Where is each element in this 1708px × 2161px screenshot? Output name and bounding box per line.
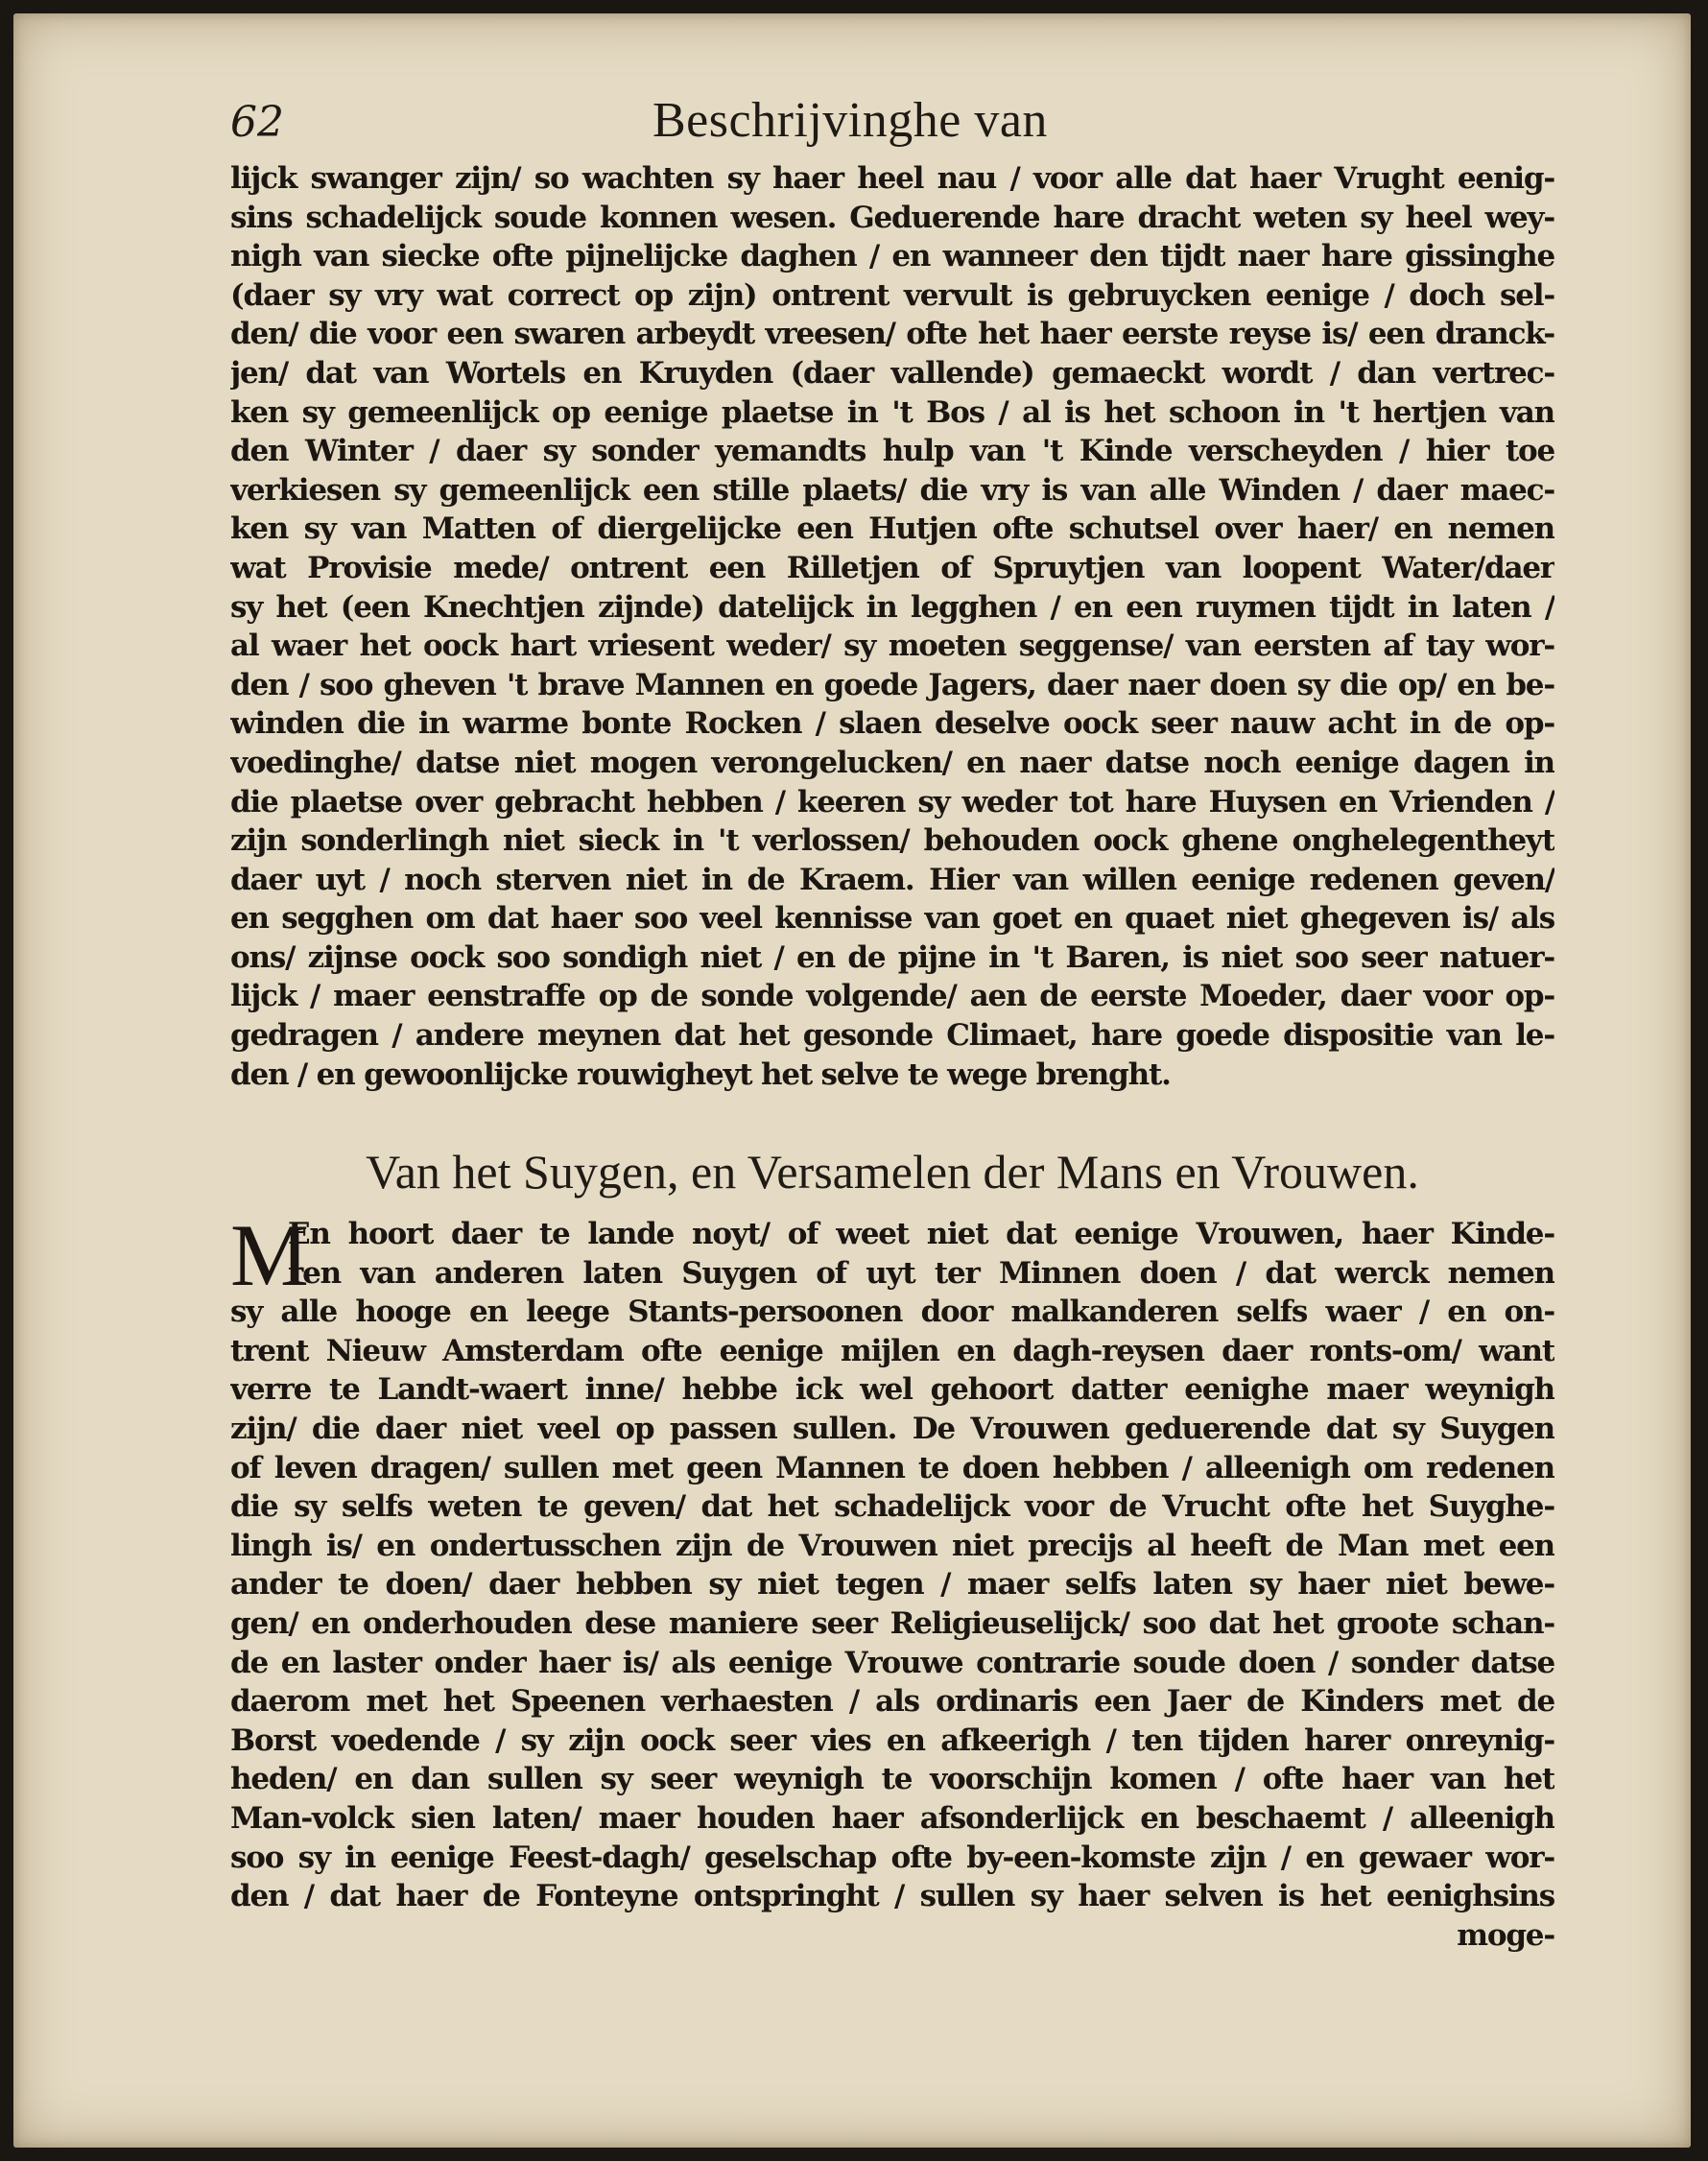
text-line: winden die in warme bonte Rocken / slaen deselve oock seer nauw acht in de op- [230, 706, 1554, 742]
text-line: daerom met het Speenen verhaesten / als ordinaris een Jaer de Kinders met de [230, 1684, 1554, 1720]
text-line: of leven dragen/ sullen met geen Mannen te doen hebben / alleenigh om redenen [230, 1450, 1554, 1485]
text-line: voedinghe/ datse niet mogen verongelucken/ en naer datse noch eenige dagen in [230, 745, 1554, 780]
text-line: ken sy gemeenlijck op eenige plaetse in 't Bos / al is het schoon in 't hertjen van [230, 394, 1554, 430]
text-line: ons/ zijnse oock soo sondigh niet / en de pijne in 't Baren, is niet soo seer natuer- [230, 939, 1554, 975]
section-heading: Van het Suygen, en Versamelen der Mans en Vrouwen. [366, 1145, 1419, 1199]
text-line: die sy selfs weten te geven/ dat het schadelijck voor de Vrucht ofte het Suyghe- [230, 1489, 1554, 1525]
text-line: heden/ en dan sullen sy seer weynigh te voorschijn komen / ofte haer van het [230, 1762, 1554, 1797]
text-line: Borst voedende / sy zijn oock seer vies en afkeerigh / ten tijden harer onreynig- [230, 1722, 1554, 1758]
text-line: en segghen om dat haer soo veel kennisse van goet en quaet niet ghegeven is/ als [230, 901, 1554, 937]
text-line: nigh van siecke ofte pijnelijcke daghen / en wanneer den tijdt naer hare gissinghe [230, 239, 1554, 274]
text-line: Man-volck sien laten/ maer houden haer afsonderlijck en beschaemt / alleenigh [230, 1800, 1554, 1836]
text-line: daer uyt / noch sterven niet in de Kraem. Hier van willen eenige redenen geven/ [230, 862, 1554, 897]
text-line: ander te doen/ daer hebben sy niet tegen / maer selfs laten sy haer niet bewe- [230, 1567, 1554, 1603]
text-line: zijn/ die daer niet veel op passen sullen. De Vrouwen geduerende dat sy Suygen [230, 1411, 1554, 1446]
text-line: zijn sonderlingh niet sieck in 't verlossen/ behouden oock ghene onghelegentheyt [230, 823, 1554, 859]
text-line: al waer het oock hart vriesent weder/ sy moeten seggense/ van eersten af tay wor- [230, 629, 1554, 664]
text-line: den / dat haer de Fonteyne ontspringht / sullen sy haer selven is het eenighsins [230, 1879, 1554, 1914]
text-line: lijck / maer eenstraffe op de sonde volgende/ aen de eerste Moeder, daer voor op- [230, 979, 1554, 1014]
text-line: ken sy van Matten of diergelijcke een Hutjen ofte schutsel over haer/ en nemen [230, 511, 1554, 547]
text-line: den Winter / daer sy sonder yemandts hulp van 't Kinde verscheyden / hier toe [230, 434, 1554, 469]
text-line: den/ die voor een swaren arbeydt vreesen/ ofte het haer eerste reyse is/ een dranck- [230, 317, 1554, 352]
text-line: soo sy in eenige Feest-dagh/ geselschap ofte by-een-komste zijn / en gewaer wor- [230, 1840, 1554, 1875]
text-line: sy het (een Knechtjen zijnde) datelijck in legghen / en een ruymen tijdt in laten / [230, 589, 1554, 625]
text-line: En hoort daer te lande noyt/ of weet niet dat eenige Vrouwen, haer Kinde- [288, 1217, 1554, 1251]
text-line: (daer sy vry wat correct op zijn) ontrent vervult is gebruycken eenige / doch sel- [230, 277, 1554, 313]
catchword: moge- [1457, 1917, 1554, 1953]
text-line: verre te Landt-waert inne/ hebbe ick wel gehoort datter eenighe maer weynigh [230, 1372, 1554, 1408]
text-line: lingh is/ en ondertusschen zijn de Vrouwen niet precijs al heeft de Man met een [230, 1528, 1554, 1563]
text-line: lijck swanger zijn/ so wachten sy haer heel nau / voor alle dat haer Vrught eenig- [230, 161, 1554, 196]
page-number: 62 [230, 98, 284, 147]
text-line: gedragen / andere meynen dat het gesonde Climaet, hare goede dispositie van le- [230, 1018, 1554, 1054]
page-header [230, 92, 1574, 159]
text-line: den / en gewoonlijcke rouwigheyt het selve te wege brenght. [230, 1057, 1171, 1092]
text-line: sins schadelijck soude konnen wesen. Geduerende hare dracht weten sy heel wey- [230, 200, 1554, 235]
body-text-block-1 [230, 159, 1554, 1094]
text-line: den / soo gheven 't brave Mannen en goede Jagers, daer naer doen sy die op/ en be- [230, 667, 1554, 702]
text-line: de en laster onder haer is/ als eenige Vrouwe contrarie soude doen / sonder datse [230, 1645, 1554, 1680]
text-line: gen/ en onderhouden dese maniere seer Religieuselijck/ soo dat het groote schan- [230, 1605, 1554, 1641]
drop-cap: M [230, 1206, 309, 1304]
text-line: wat Provisie mede/ ontrent een Rilletjen of Spruytjen van loopent Water/daer [230, 550, 1554, 585]
text-line: jen/ dat van Wortels en Kruyden (daer vallende) gemaeckt wordt / dan vertrec- [230, 355, 1554, 391]
body-text-block-2 [230, 1215, 1554, 1955]
text-line: verkiesen sy gemeenlijck een stille plaets/ die vry is van alle Winden / daer maec- [230, 472, 1554, 508]
text-line: trent Nieuw Amsterdam ofte eenige mijlen en dagh-reysen daer ronts-om/ want [230, 1333, 1554, 1368]
text-line: die plaetse over gebracht hebben / keeren sy weder tot hare Huysen en Vrienden / [230, 784, 1554, 819]
text-line: sy alle hooge en leege Stants-persoonen door malkanderen selfs waer / en on- [230, 1294, 1554, 1330]
text-line: ren van anderen laten Suygen of uyt ter Minnen doen / dat werck nemen [288, 1255, 1554, 1291]
running-title: Beschrijvinghe van [652, 93, 1048, 148]
